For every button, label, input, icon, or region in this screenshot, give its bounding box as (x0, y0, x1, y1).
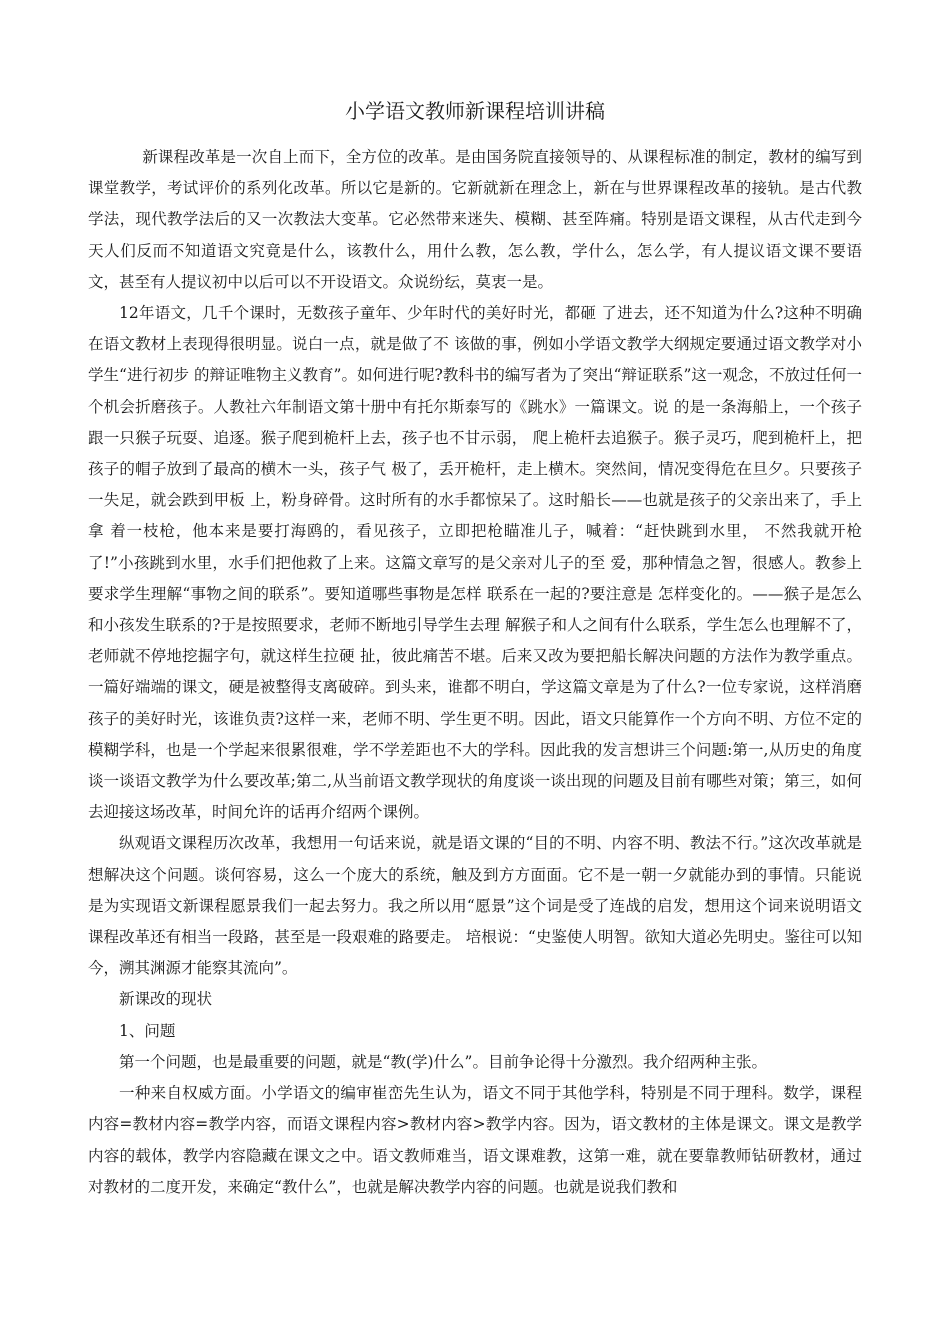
paragraph-first-question: 第一个问题，也是最重要的问题，就是“教(学)什么”。目前争论得十分激烈。我介绍两种主张。 (119, 1052, 767, 1071)
section-heading: 新课改的现状 (119, 990, 213, 1009)
document-title: 小学语文教师新课程培训讲稿 (345, 99, 605, 123)
document-page (88, 96, 862, 1203)
paragraph-authority-view: 一种来自权威方面。小学语文的编审崔峦先生认为，语文不同于其他学科，特别是不同于理科。数学，课程内容=教材内容=教学内容，而语文课程内容>教材内容>教学内容。因为，语文教材的主体是课文。课文是教学内容的载体，教学内容隐藏在课文之中。语文教师难当，语文课难教，这第一难，就在要靠教师钻研教材，通过对教材的二度开发，来确定“教什么”，也就是解决教学内容的问题。也就是说我们教和 (88, 1084, 862, 1196)
paragraph-overview: 纵观语文课程历次改革，我想用一句话来说，就是语文课的“目的不明、内容不明、教法不行。”这次改革就是想解决这个问题。谈何容易，这么一个庞大的系统，触及到方方面面。它不是一朝一夕就能办到的事情。只能说是为实现语文新课程愿景我们一起去努力。我之所以用“愿景”这个词是受了连战的启发，想用这个词来说明语文课程改革还有相当一段路，甚至是一段艰难的路要走。 培根说：“史鉴使人明智。欲知大道必先明史。鉴往可以知今，溯其渊源才能察其流向”。 (88, 834, 862, 978)
paragraph-twelve-years: 12年语文，几千个课时，无数孩子童年、少年时代的美好时光，都砸 了进去，还不知道为什么?这种不明确在语文教材上表现得很明显。说白一点，就是做了不 该做的事，例如小学语文教学大纲规定要通过语文教学对小学生“进行初步 的辩证唯物主义教育”。如何进行呢?教科书的编写者为了突出“辩证联系”这一观念，不放过任何一个机会折磨孩子。人教社六年制语文第十册中有托尔斯泰写的《跳水》一篇课文。说 的是一条海船上，一个孩子跟一只猴子玩耍、追逐。猴子爬到桅杆上去，孩子也不甘示弱， 爬上桅杆去追猴子。猴子灵巧，爬到桅杆上，把孩子的帽子放到了最高的横木一头，孩子气 极了，丢开桅杆，走上横木。突然间，情况变得危在旦夕。只要孩子一失足，就会跌到甲板 上，粉身碎骨。这时所有的水手都惊呆了。这时船长——也就是孩子的父亲出来了，手上拿 着一枝枪，他本来是要打海鸥的，看见孩子，立即把枪瞄准儿子，喊着：“赶快跳到水里， 不然我就开枪了!”小孩跳到水里，水手们把他救了上来。这篇文章写的是父亲对儿子的至 爱，那种情急之智，很感人。教参上要求学生理解“事物之间的联系”。要知道哪些事物是怎样 联系在一起的?要注意是 怎样变化的。——猴子是怎么和小孩发生联系的?于是按照要求，老师不断地引导学生去理 解猴子和人之间有什么联系，学生怎么也理解不了，老师就不停地挖掘字句，就这样生拉硬 扯，彼此痛苦不堪。后来又改为要把船长解决问题的方法作为教学重点。一篇好端端的课文，硬是被整得支离破碎。到头来，谁都不明白，学这篇文章是为了什么?一位专家说，这样消磨孩子的美好时光，该谁负责?这样一来，老师不明、学生更不明。因此，语文只能算作一个方向不明、方位不定的模糊学科，也是一个学起来很累很难，学不学差距也不大的学科。因此我的发言想讲三个问题:第一,从历史的角度谈一谈语文教学为什么要改革;第二,从当前语文教学现状的角度谈一谈出现的问题及目前有哪些对策；第三，如何去迎接这场改革，时间允许的话再介绍两个课例。 (88, 304, 862, 822)
paragraph-intro: 新课程改革是一次自上而下，全方位的改革。是由国务院直接领导的、从课程标准的制定，教材的编写到课堂教学，考试评价的系列化改革。所以它是新的。它新就新在理念上，新在与世界课程改革的接轨。是古代教学法，现代教学法后的又一次教法大变革。它必然带来迷失、模糊、甚至阵痛。特别是语文课程，从古代走到今天人们反而不知道语文究竟是什么，该教什么，用什么教，怎么教，学什么，怎么学，有人提议语文课不要语文，甚至有人提议初中以后可以不开设语文。众说纷纭，莫衷一是。 (88, 148, 862, 291)
subsection-heading: 1、问题 (119, 1021, 176, 1040)
